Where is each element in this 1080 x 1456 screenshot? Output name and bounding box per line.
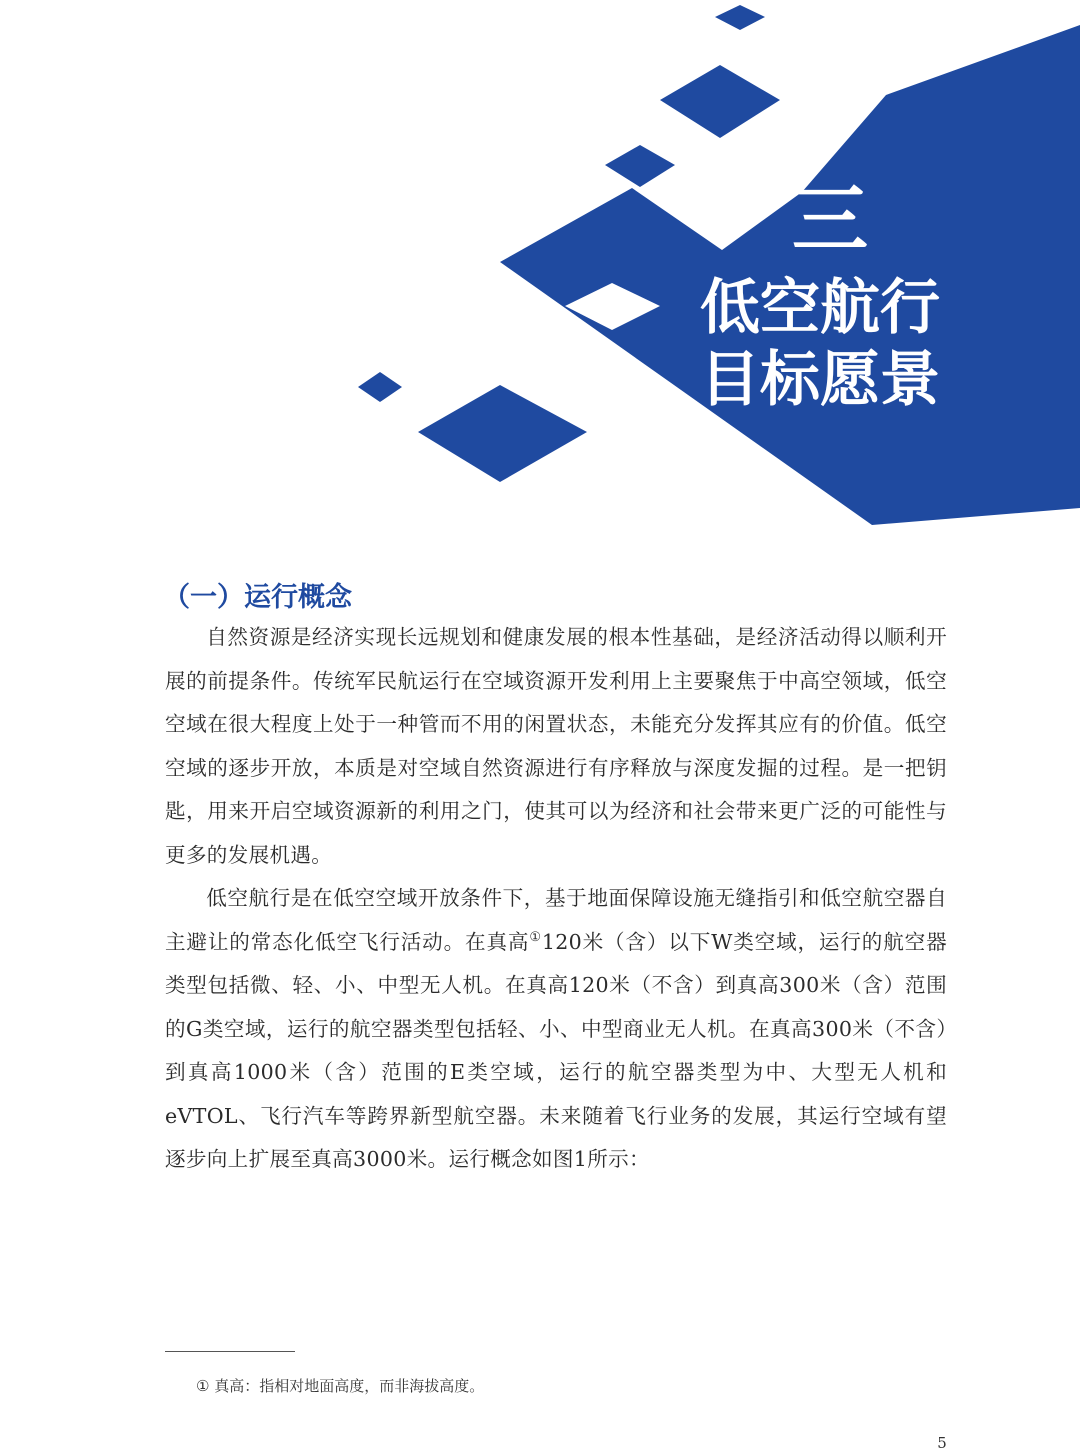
decor-diamond bbox=[660, 65, 780, 138]
body-text bbox=[165, 616, 947, 1182]
chapter-title-line: 低空航行 bbox=[700, 273, 940, 343]
footnote-divider bbox=[165, 1351, 295, 1352]
decor-diamond bbox=[418, 385, 587, 482]
decor-diamond bbox=[358, 372, 402, 402]
paragraph-text: 120米（含）以下W类空域，运行的航空器类型包括微、轻、小、中型无人机。在真高120米（不含）到真高300米（含）范围的G类空域，运行的航空器类型包括轻、小、中型商业无人机。在真高300米（不含）到真高1000米（含）范围的E类空域，运行的航空器类型为中、大型无人机和eVTOL、飞行汽车等跨界新型航空器。未来随着飞行业务的发展，其运行空域有望逐步向上扩展至真高3000米。运行概念如图1所示： bbox=[165, 929, 947, 1171]
paragraph: 自然资源是经济实现长远规划和健康发展的根本性基础，是经济活动得以顺利开展的前提条件。传统军民航运行在空域资源开发利用上主要聚焦于中高空领域，低空空域在很大程度上处于一种管而不用的闲置状态，未能充分发挥其应有的价值。低空空域的逐步开放，本质是对空域自然资源进行有序释放与深度发掘的过程。是一把钥匙，用来开启空域资源新的利用之门，使其可以为经济和社会带来更广泛的可能性与更多的发展机遇。 bbox=[165, 625, 947, 867]
footnote-marker[interactable]: ① bbox=[529, 929, 542, 945]
page-number: 5 bbox=[937, 1434, 947, 1452]
paragraph bbox=[165, 877, 947, 1182]
header-decoration bbox=[0, 0, 1080, 540]
footnote: ① 真高：指相对地面高度，而非海拔高度。 bbox=[196, 1377, 485, 1395]
chapter-title-line: 目标愿景 bbox=[700, 345, 940, 415]
decor-diamond-cutout bbox=[465, 292, 535, 338]
section-heading: （一）运行概念 bbox=[163, 582, 352, 613]
chapter-number: 三 bbox=[792, 175, 868, 264]
decor-diamond bbox=[715, 5, 765, 30]
chapter-title bbox=[690, 272, 950, 416]
decor-diamond bbox=[605, 145, 675, 187]
paragraph-text: 低空航行是在低空空域开放条件下，基于地面保障设施无缝指引和低空航空器自主避让的常态化低空飞行活动。在真高 bbox=[165, 886, 947, 954]
